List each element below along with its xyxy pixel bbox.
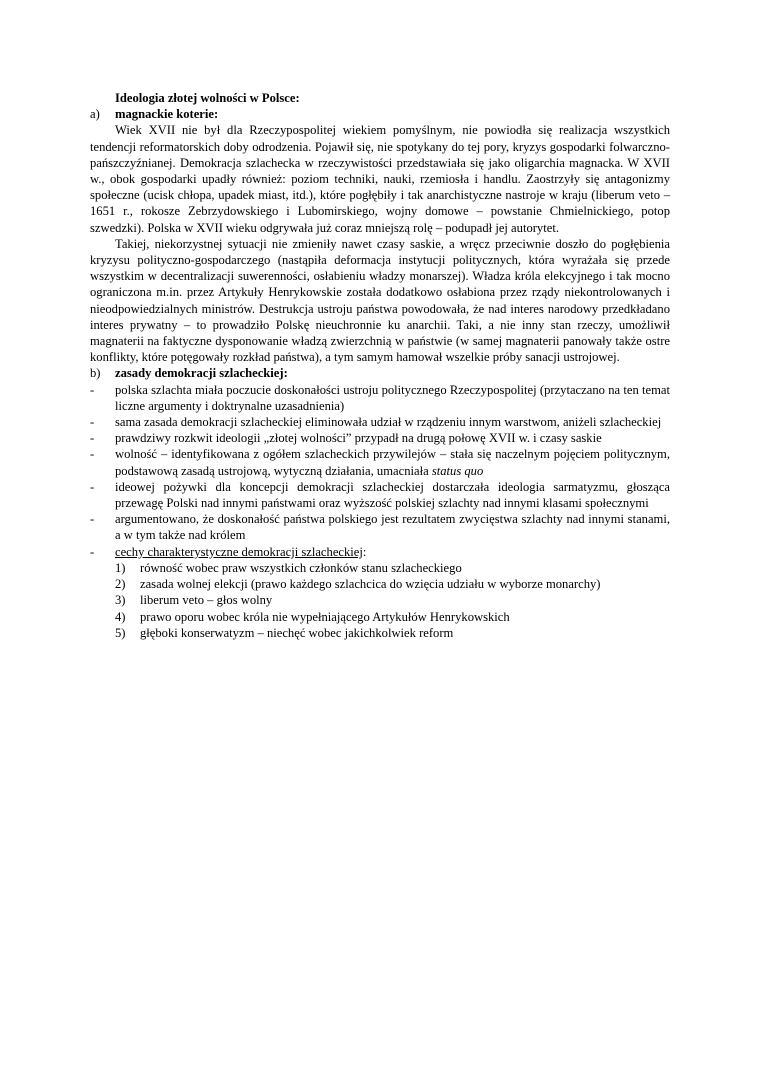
item-number: 3): [115, 593, 126, 608]
dash-marker: -: [90, 415, 95, 430]
features-heading-colon: :: [362, 544, 367, 559]
item-number: 2): [115, 577, 126, 592]
item-number: 4): [115, 609, 126, 624]
dash-marker: -: [90, 382, 95, 397]
dash-marker: -: [90, 544, 95, 559]
list-item: [90, 430, 670, 446]
section-b-heading: zasady demokracji szlacheckiej:: [115, 366, 288, 381]
section-a-label: a): [90, 107, 100, 122]
features-heading: [115, 544, 670, 560]
list-item: [90, 479, 670, 511]
paragraph: Wiek XVII nie był dla Rzeczypospolitej wiekiem pomyślnym, nie powiodła się realizacja wszystkich tendencji reformatorskich doby odrodzenia. Pojawił się, nie spotykany do tej pory, kryzys gospodarki folwarczno-pańszczyźnianej. Demokracja szlachecka w rzeczywistości przedstawiała się jako oligarchia magnacka. W XVII w., obok gospodarki upadły również: poziom techniki, nauki, rzemiosła i handlu. Zaostrzyły się antagonizmy społeczne (ucisk chłopa, upadek miast, itd.), które pogłębiły i tak anarchistyczne nastroje w kraju (liberum veto – 1651 r., rokosze Zebrzydowskiego i Lubomirskiego, wojny domowe – powstanie Chmielnickiego, potop szwedzki). Polska w XVII wieku odgrywała już coraz mniejszą rolę – podupadł jej autorytet.: [90, 123, 670, 235]
document-title: Ideologia złotej wolności w Polsce:: [115, 91, 300, 105]
item-text: prawo oporu wobec króla nie wypełniającego Artykułów Henrykowskich: [140, 609, 510, 624]
document-page: [90, 90, 670, 641]
paragraph: Takiej, niekorzystnej sytuacji nie zmieniły nawet czasy saskie, a wręcz przeciwnie doszło do pogłębienia kryzysu polityczno-gospodarczego (nastąpiła deformacja instytucji politycznych, która wyrażała się przede wszystkim w decentralizacji suwerenności, osłabieniu władzy monarszej). Władza króla elekcyjnego i tak mocno ograniczona m.in. przez Artykuły Henrykowskie została dodatkowo osłabiona przez rządy niekontrolowanych i nieodpowiedzialnych ministrów. Destrukcja ustroju państwa powodowała, że nad interes narodowy przedkładano interes prywatny – to prowadziło Polskę nieuchronnie ku anarchii. Taki, a nie inny stan rzeczy, umożliwił magnaterii na faktyczne dysponowanie władzą zwierzchnią w państwie (w samej magnaterii panowały także ostre konflikty, które potęgowały rozkład państwa), a tym samym hamował wszelkie próby sanacji ustrojowej.: [90, 236, 670, 365]
list-item: [90, 414, 670, 430]
list-item-text: prawdziwy rozkwit ideologii „złotej wolności” przypadł na drugą połowę XVII w. i czasy saskie: [115, 431, 602, 446]
numbered-item: [115, 576, 670, 592]
item-number: 5): [115, 625, 126, 640]
numbered-item: [115, 560, 670, 576]
item-text: równość wobec praw wszystkich członków stanu szlacheckiego: [140, 560, 462, 575]
dash-marker: -: [90, 447, 95, 462]
list-item: [90, 544, 670, 560]
status-quo-italic: status quo: [431, 463, 484, 478]
numbered-item: [115, 625, 670, 641]
numbered-item: [115, 592, 670, 608]
list-item-text-main: wolność – identyfikowana z ogółem szlacheckich przywilejów – stała się naczelnym pojęciem politycznym, podstawową zasadą ustrojową, wytyczną działania, umacniała: [115, 447, 670, 478]
numbered-item: [115, 609, 670, 625]
section-b-label: b): [90, 366, 101, 381]
dash-marker: -: [90, 512, 95, 527]
list-item-text: sama zasada demokracji szlacheckiej eliminowała udział w rządzeniu innym warstwom, aniżeli szlacheckiej: [115, 415, 662, 430]
section-b-header: [90, 365, 670, 381]
section-a-heading: magnackie koterie:: [115, 107, 219, 122]
list-item-text: polska szlachta miała poczucie doskonałości ustroju politycznego Rzeczypospolitej (przytaczano na ten temat liczne argumenty i doktrynalne uzasadnienia): [115, 382, 670, 413]
list-item: [90, 446, 670, 478]
list-item-text: argumentowano, że doskonałość państwa polskiego jest rezultatem zwycięstwa szlachty nad innymi stanami, a w tym także nad królem: [115, 512, 670, 543]
list-item: [90, 382, 670, 414]
item-text: liberum veto – głos wolny: [140, 593, 273, 608]
dash-marker: -: [90, 479, 95, 494]
list-item-text: ideowej pożywki dla koncepcji demokracji szlacheckiej dostarczała ideologia sarmatyzmu, głosząca przewagę Polski nad innymi państwami oraz wyższość polskiej szlachty nad innymi klasami społecznymi: [115, 479, 670, 511]
list-item: [90, 511, 670, 543]
features-heading-text: cechy charakterystyczne demokracji szlacheckiej: [115, 544, 363, 559]
list-item-text: [115, 446, 670, 478]
item-text: zasada wolnej elekcji (prawo każdego szlachcica do wzięcia udziału w wyborze monarchy): [140, 577, 601, 592]
section-a-header: [90, 106, 670, 122]
dash-marker: -: [90, 431, 95, 446]
item-number: 1): [115, 560, 126, 575]
item-text: głęboki konserwatyzm – niechęć wobec jakichkolwiek reform: [140, 625, 454, 640]
